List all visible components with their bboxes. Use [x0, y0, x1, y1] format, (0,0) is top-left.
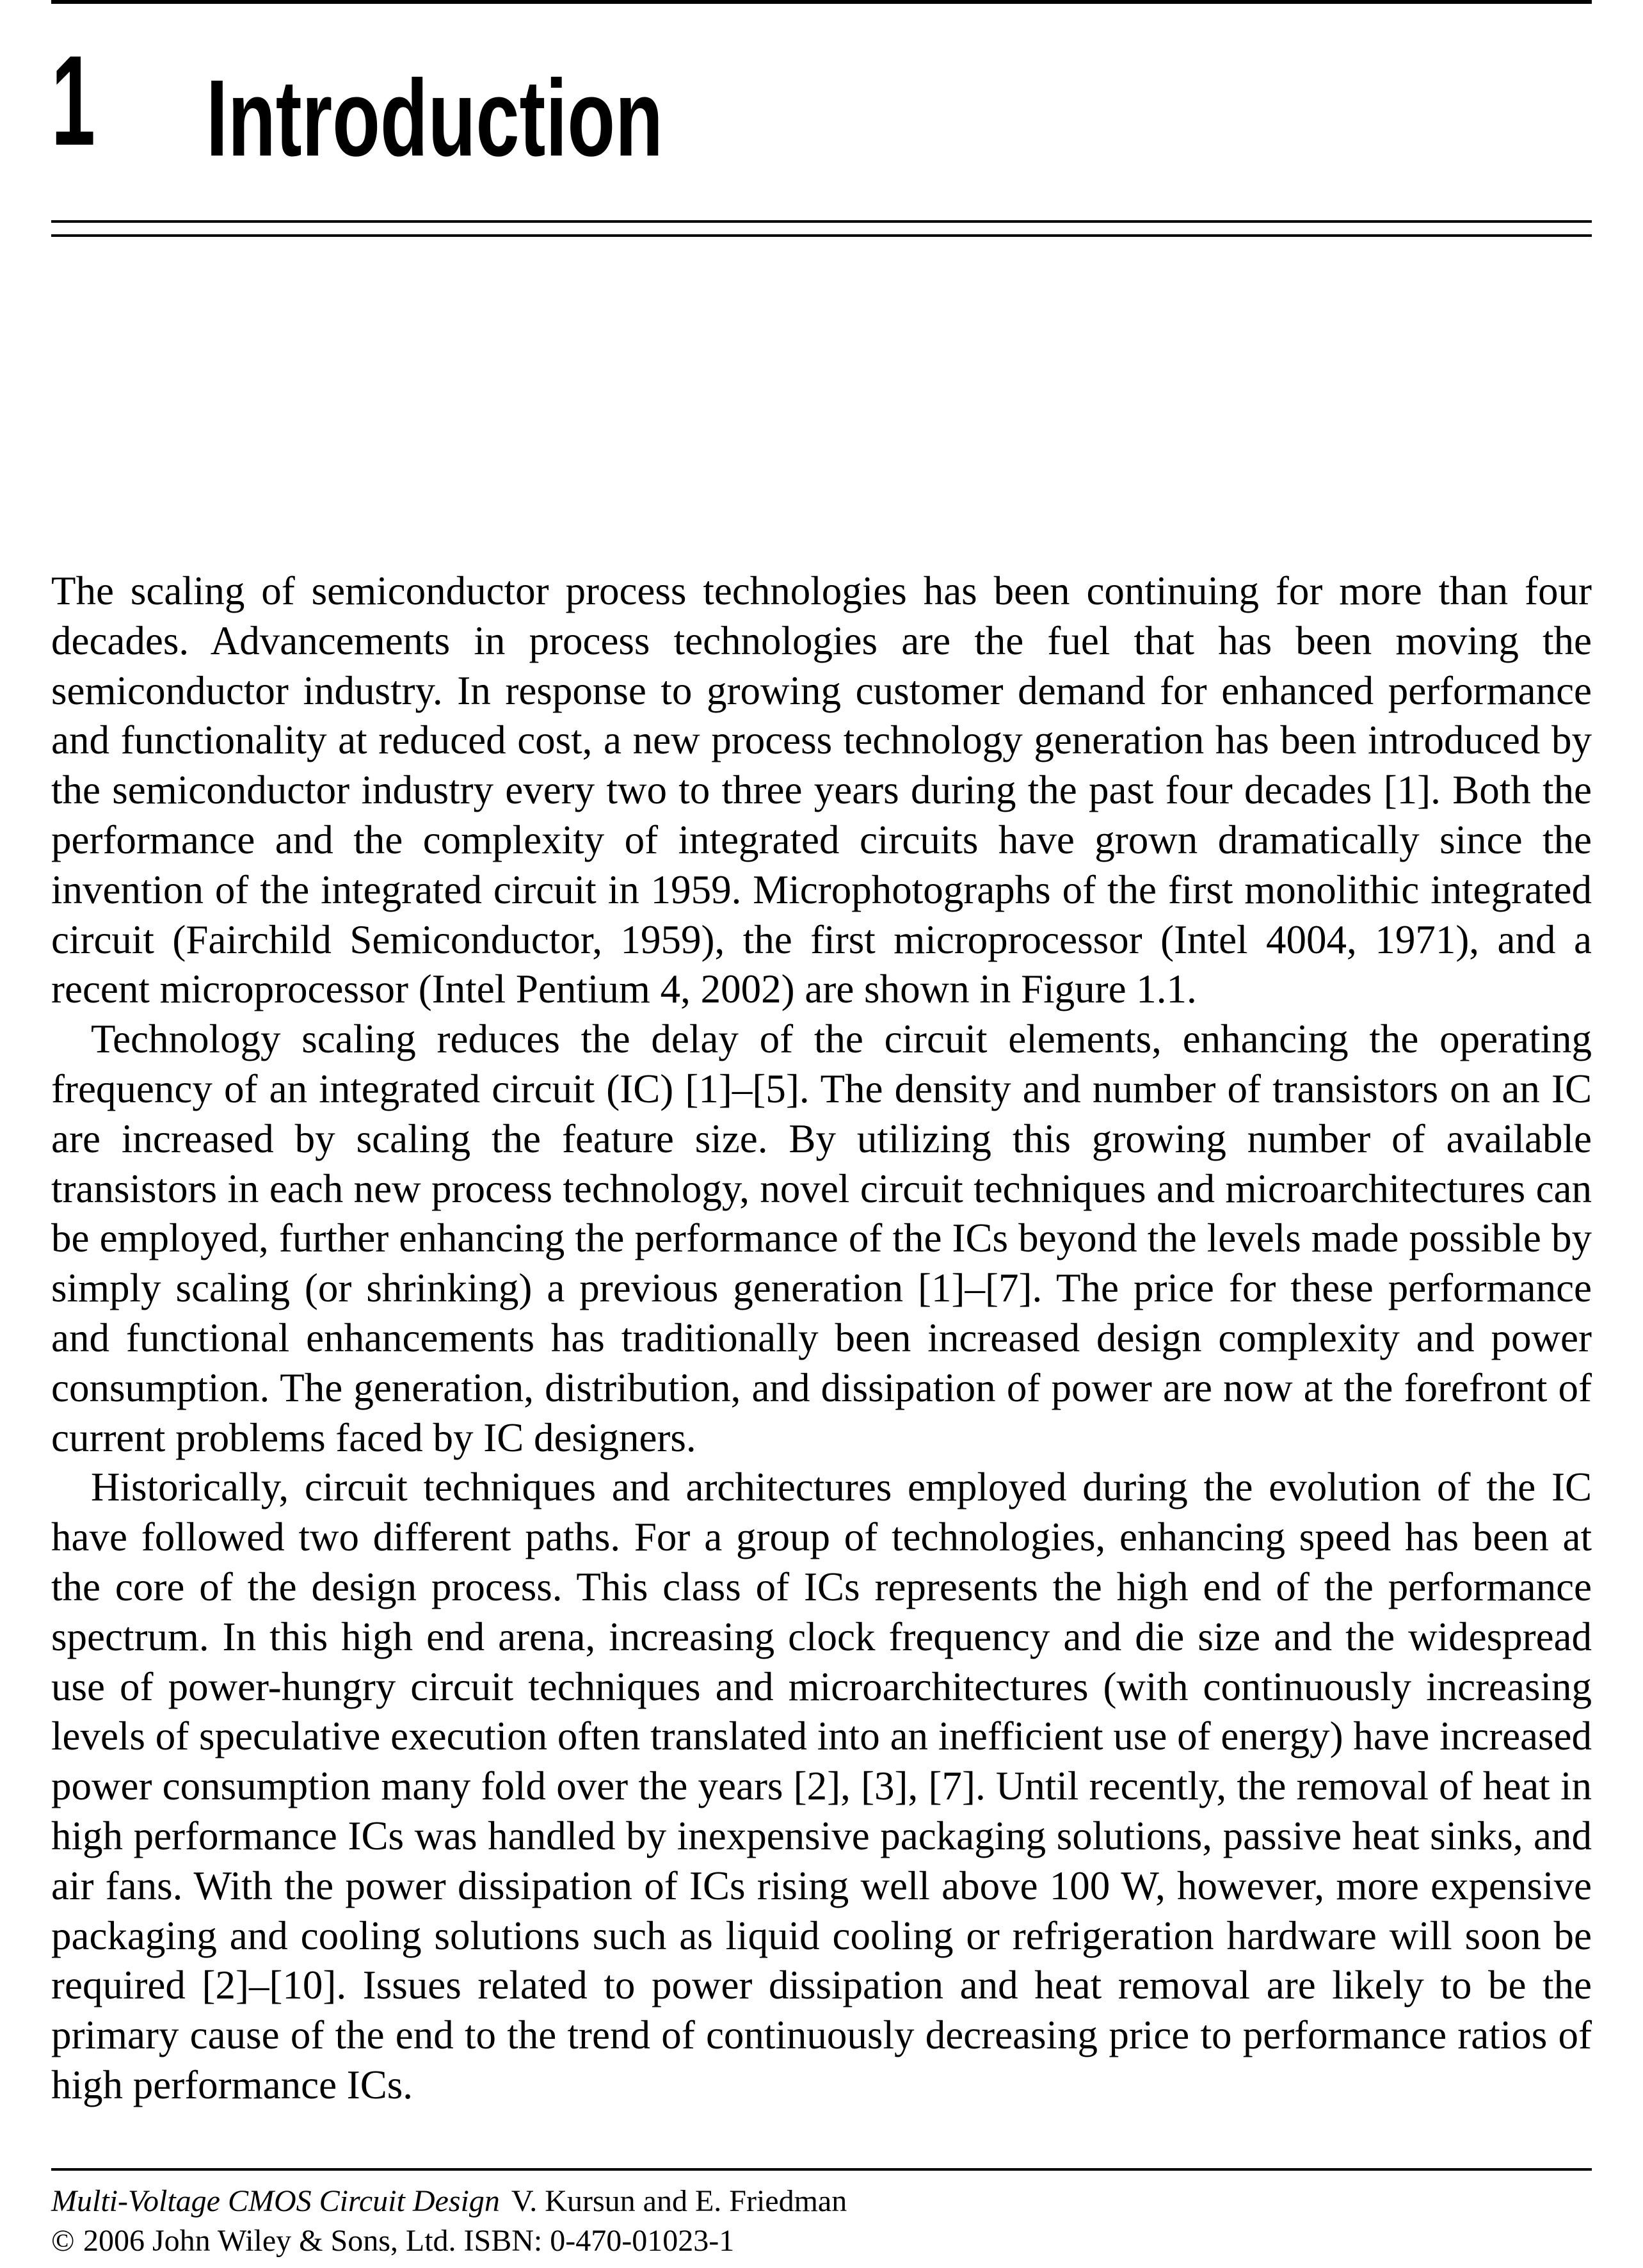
- footer-copyright-line: [51, 2221, 847, 2261]
- chapter-title: Introduction: [206, 58, 663, 179]
- book-title: Multi-Voltage CMOS Circuit Design: [51, 2184, 500, 2218]
- page-footer: [51, 2182, 847, 2261]
- paragraph-2: Technology scaling reduces the delay of the circuit elements, enhancing the operating frequency of an integrated circuit (IC) [1]–[5]. The density and number of transistors on an IC are increased by scaling the feature size. By utilizing this growing number of available transistors in each new process technology, novel circuit techniques and microarchitectures can be employed, further enhancing the performance of the ICs beyond the levels made possible by simply scaling (or shrinking) a previous generation [1]–[7]. The price for these performance and functional enhancements has traditionally been increased design complexity and power consumption. The generation, distribution, and dissipation of power are now at the forefront of current problems faced by IC designers.: [51, 1017, 1592, 1460]
- top-rule: [51, 0, 1592, 4]
- paragraph-3: Historically, circuit techniques and architectures employed during the evolution of the IC have followed two different paths. For a group of technologies, enhancing speed has been at the core of the design process. This class of ICs represents the high end of the performance spectrum. In this high end arena, increasing clock frequency and die size and the widespread use of power-hungry circuit techniques and microarchitectures (with continuously increasing levels of speculative execution often translated into an inefficient use of energy) have increased power consumption many fold over the years [2], [3], [7]. Until recently, the removal of heat in high performance ICs was handled by inexpensive packaging solutions, passive heat sinks, and air fans. With the power dissipation of ICs rising well above 100 W, however, more expensive packaging and cooling solutions such as liquid cooling or refrigeration hardware will soon be required [2]–[10]. Issues related to power dissipation and heat removal are likely to be the primary cause of the end to the trend of continuously decreasing price to performance ratios of high performance ICs.: [51, 1465, 1592, 2107]
- book-authors: V. Kursun and E. Friedman: [511, 2184, 847, 2218]
- heading-rule-upper: [51, 220, 1592, 223]
- footer-rule: [51, 2168, 1592, 2171]
- paragraph-1: The scaling of semiconductor process technologies has been continuing for more than four decades. Advancements in process technologies are the fuel that has been moving the semiconductor industry. In response to growing customer demand for enhanced performance and functionality at reduced cost, a new process technology generation has been introduced by the semiconductor industry every two to three years during the past four decades [1]. Both the performance and the complexity of integrated circuits have grown dramatically since the invention of the integrated circuit in 1959. Microphotographs of the first monolithic integrated circuit (Fairchild Semiconductor, 1959), the first microprocessor (Intel 4004, 1971), and a recent microprocessor (Intel Pentium 4, 2002) are shown in Figure 1.1.: [51, 568, 1592, 1012]
- copyright-text: 2006 John Wiley & Sons, Ltd. ISBN: 0-470-01023-1: [83, 2224, 735, 2258]
- footer-citation-line: [51, 2182, 847, 2221]
- body-text: [51, 567, 1592, 2111]
- chapter-number: 1: [51, 29, 95, 172]
- copyright-icon: ©: [51, 2224, 75, 2258]
- heading-rule-lower: [51, 234, 1592, 237]
